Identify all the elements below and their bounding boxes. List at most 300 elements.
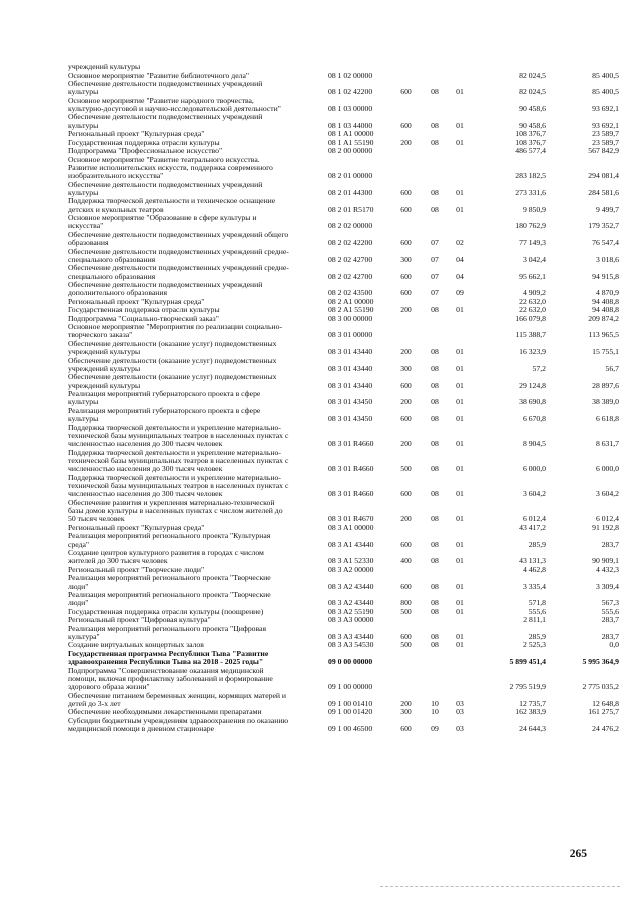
table-row: [0, 281, 639, 298]
table-row: [0, 424, 639, 449]
row-name: [68, 373, 323, 390]
row-name-line: творческого заказа": [68, 330, 133, 340]
row-section: 08: [431, 87, 439, 97]
row-name: [68, 264, 323, 281]
row-amount-2: 0,0: [609, 640, 619, 650]
row-section: 08: [431, 397, 439, 407]
row-name-line: Реализация мероприятий регионального проекта "Творческие: [68, 591, 271, 599]
row-amount-2: 567,3: [601, 598, 619, 608]
row-expense-type: 300: [400, 363, 412, 373]
row-name-line: специального образования: [68, 271, 156, 281]
row-amount-1: 3 335,4: [522, 581, 546, 591]
row-subsection: 01: [456, 464, 464, 474]
row-amount-1: 4 909,2: [522, 288, 546, 298]
row-name: [68, 139, 323, 147]
row-name-line: численностью населения до 300 тысяч человек: [68, 439, 223, 449]
row-code: 08 1 02 00000: [328, 70, 373, 80]
row-section: 08: [431, 204, 439, 214]
row-code: 09 1 00 01420: [328, 707, 373, 717]
row-code: 08 3 A2 43440: [328, 598, 374, 608]
row-name-line: Региональный проект "Культурная среда": [68, 523, 205, 532]
row-name-line: Региональный проект "Культурная среда": [68, 130, 205, 139]
row-amount-2: 94 408,8: [592, 305, 619, 315]
row-name-line: Государственная программа Республики Тыва "Развитие: [68, 649, 269, 658]
row-code: 08 3 01 43440: [328, 363, 373, 373]
row-name-line: Обеспечение деятельности подведомственных учреждений средне-: [68, 264, 289, 273]
row-section: 08: [431, 489, 439, 499]
row-name-line: люди": [68, 598, 89, 608]
row-name-line: Обеспечение деятельности (оказание услуг) подведомственных: [68, 356, 277, 365]
row-code: 08 3 01 43450: [328, 414, 373, 424]
row-name-line: культурно-досуговой и научно-исследовательской деятельности": [68, 103, 281, 113]
table-row: [0, 566, 639, 574]
row-amount-2: 294 081,4: [588, 171, 619, 181]
row-amount-1: 82 024,5: [519, 87, 546, 97]
row-code: 08 3 A2 43440: [328, 581, 374, 591]
row-subsection: 04: [456, 271, 464, 281]
table-row: [0, 532, 639, 549]
row-name: [68, 357, 323, 374]
row-name: [68, 181, 323, 198]
row-subsection: 01: [456, 347, 464, 357]
row-section: 07: [431, 238, 439, 248]
row-name: [68, 625, 323, 642]
row-subsection: 01: [456, 539, 464, 549]
row-name-line: Поддержка творческой деятельности и техническое оснащение: [68, 197, 276, 206]
row-amount-1: 22 632,0: [519, 305, 546, 315]
table-row: [0, 72, 639, 80]
row-amount-1: 285,9: [528, 631, 546, 641]
row-name: [68, 72, 323, 80]
row-amount-1: 285,9: [528, 539, 546, 549]
row-amount-1: 3 042,4: [522, 254, 546, 264]
row-subsection: 01: [456, 640, 464, 650]
row-section: 08: [431, 414, 439, 424]
row-code: 08 3 A2 00000: [328, 564, 374, 574]
row-section: 08: [431, 640, 439, 650]
row-amount-2: 5 995 364,9: [582, 657, 619, 667]
row-code: 08 1 A1 00000: [328, 129, 374, 139]
row-expense-type: 200: [400, 439, 412, 449]
row-name: [68, 532, 323, 549]
row-name: [68, 708, 323, 716]
row-amount-2: 567 842,9: [588, 146, 619, 155]
row-amount-1: 273 331,6: [515, 187, 546, 197]
row-name: [68, 298, 323, 306]
row-code: 08 1 A1 55190: [328, 137, 374, 147]
row-amount-2: 2 775 035,2: [582, 682, 619, 692]
row-code: 08 3 01 00000: [328, 330, 373, 340]
row-amount-1: 6 000,0: [522, 464, 546, 474]
row-section: 08: [431, 380, 439, 390]
row-section: 08: [431, 539, 439, 549]
row-name-line: Основное мероприятие "Образование в сфере культуры и: [68, 214, 257, 222]
row-subsection: 01: [456, 581, 464, 591]
row-name-line: среда": [68, 539, 90, 549]
row-amount-2: 6 618,8: [595, 414, 619, 424]
row-amount-2: 94 408,8: [592, 296, 619, 306]
row-subsection: 03: [456, 707, 464, 717]
row-amount-1: 486 577,4: [515, 146, 546, 155]
table-row: [0, 407, 639, 424]
row-amount-1: 6 012,4: [522, 514, 546, 524]
row-name-line: учреждений культуры: [68, 63, 141, 71]
row-subsection: 01: [456, 598, 464, 608]
row-name-line: учреждений культуры: [68, 363, 141, 373]
row-name-line: Развитие исполнительских искусств, поддержка современного: [68, 162, 273, 172]
row-amount-1: 22 632,0: [519, 296, 546, 306]
row-name-line: культуры: [68, 87, 99, 97]
table-row: [0, 708, 639, 716]
row-amount-1: 115 388,7: [515, 330, 546, 340]
row-expense-type: 500: [400, 464, 412, 474]
row-name-line: помощи, включая профилактику заболеваний и формирование: [68, 673, 273, 683]
row-amount-2: 283,7: [601, 539, 619, 549]
row-name-line: Реализация мероприятий губернаторского проекта в сфере: [68, 406, 261, 415]
row-amount-1: 166 079,8: [515, 313, 546, 323]
row-name-line: Обеспечение деятельности подведомственных учреждений: [68, 79, 263, 88]
row-section: 08: [431, 556, 439, 566]
row-code: 08 3 A2 55190: [328, 606, 374, 616]
row-amount-2: 23 589,7: [592, 129, 619, 139]
row-section: 08: [431, 464, 439, 474]
row-name-line: Государственная поддержка отрасли культуры (поощрение): [68, 607, 264, 616]
row-amount-2: 3 309,4: [595, 581, 619, 591]
row-code: 08 2 02 42700: [328, 271, 373, 281]
row-section: 07: [431, 288, 439, 298]
table-row: [0, 340, 639, 357]
row-name-line: люди": [68, 581, 89, 591]
row-section: 08: [431, 187, 439, 197]
row-name: [68, 667, 323, 692]
row-name-line: Реализация мероприятий регионального проекта "Культурная: [68, 532, 271, 541]
row-name-line: дополнительного образования: [68, 288, 168, 298]
row-name: [68, 130, 323, 138]
row-name-line: численностью населения до 300 тысяч человек: [68, 489, 223, 499]
row-expense-type: 300: [400, 254, 412, 264]
row-code: 09 1 00 01410: [328, 698, 373, 708]
page-number: 265: [569, 848, 587, 860]
row-code: 08 2 01 00000: [328, 171, 373, 181]
row-section: 08: [431, 439, 439, 449]
row-amount-1: 8 904,5: [522, 439, 546, 449]
row-name-line: Создание центров культурного развития в городах с числом: [68, 549, 264, 557]
table-row: [0, 574, 639, 591]
row-amount-2: 9 499,7: [595, 204, 619, 214]
row-amount-1: 180 762,9: [515, 221, 546, 231]
row-code: 08 2 A1 00000: [328, 296, 374, 306]
row-subsection: 01: [456, 363, 464, 373]
table-row: [0, 449, 639, 474]
row-code: 08 3 A1 43440: [328, 539, 374, 549]
row-amount-2: 85 400,5: [592, 70, 619, 80]
table-row: [0, 616, 639, 624]
row-code: 09 0 00 00000: [328, 657, 373, 667]
row-section: 09: [431, 724, 439, 734]
row-name-line: Обеспечение деятельности подведомственных учреждений средне-: [68, 247, 289, 256]
row-subsection: 01: [456, 514, 464, 524]
row-name-line: технической базы муниципальных театров в населенных пунктах с: [68, 455, 289, 465]
row-amount-2: 56,7: [605, 363, 619, 373]
row-amount-1: 108 376,7: [515, 137, 546, 147]
row-name: [68, 608, 323, 616]
row-name-line: культуры: [68, 397, 99, 407]
row-name-line: Обеспечение развития и укрепления материально-технической: [68, 498, 275, 507]
row-code: 08 3 01 43440: [328, 347, 373, 357]
table-row: [0, 357, 639, 374]
row-name: [68, 616, 323, 624]
row-code: 09 1 00 00000: [328, 682, 373, 692]
row-amount-1: 29 124,8: [519, 380, 546, 390]
row-amount-2: 91 192,8: [592, 522, 619, 532]
row-name-line: Государственная поддержка отрасли культуры: [68, 306, 220, 315]
row-name: [68, 197, 323, 214]
table-row: [0, 524, 639, 532]
row-subsection: 09: [456, 288, 464, 298]
footer-rule: [380, 886, 620, 887]
row-amount-2: 6 012,4: [595, 514, 619, 524]
table-row: [0, 80, 639, 97]
table-row: [0, 214, 639, 231]
row-section: 07: [431, 254, 439, 264]
row-amount-2: 3 604,2: [595, 489, 619, 499]
table-row: [0, 248, 639, 265]
table-row: [0, 499, 639, 524]
table-row: [0, 181, 639, 198]
row-name-line: 50 тысяч человек: [68, 514, 125, 524]
row-name-line: Региональный проект "Творческие люди": [68, 565, 205, 574]
row-amount-2: 38 389,0: [592, 397, 619, 407]
row-section: 08: [431, 598, 439, 608]
row-code: 08 2 01 44300: [328, 187, 373, 197]
row-amount-2: 8 631,7: [595, 439, 619, 449]
row-subsection: 01: [456, 380, 464, 390]
row-name: [68, 281, 323, 298]
row-name-line: технической базы муниципальных театров в населенных пунктах с: [68, 430, 289, 440]
row-code: 09 1 00 46500: [328, 724, 373, 734]
row-name-line: Субсидии бюджетным учреждениям здравоохранения по оказанию: [68, 716, 289, 725]
table-row: [0, 474, 639, 499]
row-name-line: Реализация мероприятий губернаторского проекта в сфере: [68, 390, 261, 399]
row-name-line: искусства": [68, 221, 104, 231]
row-name: [68, 63, 323, 71]
row-name: [68, 692, 323, 709]
row-expense-type: 300: [400, 707, 412, 717]
table-row: [0, 315, 639, 323]
row-expense-type: 200: [400, 347, 412, 357]
row-expense-type: 200: [400, 698, 412, 708]
row-expense-type: 600: [400, 631, 412, 641]
row-name-line: Обеспечение деятельности (оказание услуг) подведомственных: [68, 339, 277, 348]
row-code: 08 2 02 43500: [328, 288, 373, 298]
row-expense-type: 600: [400, 204, 412, 214]
row-name-line: Поддержка творческой деятельности и укрепление материально-: [68, 473, 281, 482]
row-section: 08: [431, 581, 439, 591]
row-expense-type: 500: [400, 640, 412, 650]
row-expense-type: 600: [400, 271, 412, 281]
row-section: 08: [431, 120, 439, 130]
row-subsection: 01: [456, 397, 464, 407]
row-code: 08 3 A3 00000: [328, 615, 374, 625]
row-subsection: 01: [456, 120, 464, 130]
row-amount-1: 2 525,3: [522, 640, 546, 650]
row-name-line: Региональный проект "Цифровая культура": [68, 616, 211, 625]
row-code: 08 3 01 43440: [328, 380, 373, 390]
row-amount-1: 43 417,2: [519, 522, 546, 532]
row-amount-2: 93 692,1: [592, 120, 619, 130]
row-name-line: детских и кукольных театров: [68, 204, 164, 214]
row-name-line: Создание виртуальных концертных залов: [68, 641, 204, 650]
row-amount-1: 162 383,9: [515, 707, 546, 717]
row-amount-1: 90 458,6: [519, 103, 546, 113]
row-name: [68, 214, 323, 231]
table-row: [0, 231, 639, 248]
row-name-line: Основное мероприятие "Развитие народного творчества,: [68, 96, 254, 105]
row-code: 08 3 A1 00000: [328, 522, 374, 532]
row-subsection: 01: [456, 137, 464, 147]
row-section: 08: [431, 305, 439, 315]
row-amount-2: 283,7: [601, 615, 619, 625]
row-name-line: Обеспечение деятельности подведомственных учреждений: [68, 180, 263, 189]
row-subsection: 01: [456, 489, 464, 499]
row-section: 07: [431, 271, 439, 281]
row-amount-1: 82 024,5: [519, 70, 546, 80]
row-amount-2: 76 547,4: [592, 238, 619, 248]
row-subsection: 01: [456, 87, 464, 97]
row-amount-2: 15 755,1: [592, 347, 619, 357]
row-amount-1: 24 644,3: [519, 724, 546, 734]
row-amount-1: 38 690,8: [519, 397, 546, 407]
row-code: 08 2 00 00000: [328, 146, 373, 155]
row-name-line: Реализация мероприятий регионального проекта "Творческие: [68, 574, 271, 583]
row-code: 08 2 02 42700: [328, 254, 373, 264]
row-code: 08 2 02 00000: [328, 221, 373, 231]
row-section: 08: [431, 606, 439, 616]
row-expense-type: 200: [400, 137, 412, 147]
row-subsection: 01: [456, 305, 464, 315]
row-code: 08 2 01 R5170: [328, 204, 374, 214]
row-name: [68, 306, 323, 314]
row-name: [68, 97, 323, 114]
row-expense-type: 600: [400, 380, 412, 390]
row-name-line: Обеспечение деятельности подведомственных учреждений общего: [68, 230, 289, 239]
row-name-line: Обеспечение деятельности подведомственных учреждений: [68, 281, 263, 289]
row-name-line: специального образования: [68, 254, 156, 264]
row-amount-1: 6 670,8: [522, 414, 546, 424]
row-name: [68, 407, 323, 424]
row-code: 08 3 A3 54530: [328, 640, 374, 650]
row-name-line: образования: [68, 238, 109, 248]
row-name-line: жителей до 300 тысяч человек: [68, 556, 168, 566]
row-name: [68, 717, 323, 734]
row-expense-type: 600: [400, 539, 412, 549]
row-amount-2: 24 476,2: [592, 724, 619, 734]
table-row: [0, 591, 639, 608]
row-amount-1: 95 662,1: [519, 271, 546, 281]
row-name: [68, 156, 323, 181]
row-section: 08: [431, 347, 439, 357]
row-name-line: Подпрограмма "Совершенствование оказания медицинской: [68, 666, 264, 675]
row-amount-2: 6 000,0: [595, 464, 619, 474]
row-amount-1: 571,8: [528, 598, 546, 608]
row-amount-2: 179 352,7: [588, 221, 619, 231]
table-row: [0, 625, 639, 642]
row-amount-1: 90 458,6: [519, 120, 546, 130]
row-amount-2: 4 432,3: [595, 564, 619, 574]
table-row: [0, 549, 639, 566]
row-name: [68, 641, 323, 649]
row-code: 08 3 A3 43440: [328, 631, 374, 641]
row-name-line: детей до 3-х лет: [68, 698, 121, 708]
row-name-line: Обеспечение питанием беременных женщин, кормящих матерей и: [68, 691, 287, 700]
row-amount-1: 4 462,8: [522, 564, 546, 574]
row-subsection: 01: [456, 606, 464, 616]
row-amount-2: 90 909,1: [592, 556, 619, 566]
row-name-line: здравоохранения Республики Тыва на 2018 - 2025 годы": [68, 657, 264, 667]
row-amount-1: 555,6: [528, 606, 546, 616]
row-name-line: численностью населения до 300 тысяч человек: [68, 464, 223, 474]
row-amount-2: 93 692,1: [592, 103, 619, 113]
row-expense-type: 600: [400, 87, 412, 97]
row-amount-2: 3 018,6: [595, 254, 619, 264]
row-name-line: Основное мероприятие "Мероприятия по реализации социально-: [68, 323, 283, 332]
row-name: [68, 449, 323, 474]
row-name-line: медицинской помощи в дневном стационаре: [68, 724, 215, 734]
row-name-line: Реализация мероприятий регионального проекта "Цифровая: [68, 624, 266, 633]
row-subsection: 04: [456, 254, 464, 264]
table-row: [0, 323, 639, 340]
row-name: [68, 524, 323, 532]
row-amount-1: 108 376,7: [515, 129, 546, 139]
row-name-line: изобразительного искусства": [68, 171, 164, 181]
row-name: [68, 390, 323, 407]
row-expense-type: 800: [400, 598, 412, 608]
row-amount-2: 283,7: [601, 631, 619, 641]
row-amount-2: 555,6: [601, 606, 619, 616]
table-row: [0, 650, 639, 667]
row-code: 08 1 03 00000: [328, 103, 373, 113]
row-name-line: учреждений культуры: [68, 347, 141, 357]
row-expense-type: 600: [400, 581, 412, 591]
row-name: [68, 566, 323, 574]
row-subsection: 03: [456, 724, 464, 734]
row-name: [68, 248, 323, 265]
row-code: 08 3 01 R4670: [328, 514, 374, 524]
row-subsection: 01: [456, 414, 464, 424]
row-name: [68, 113, 323, 130]
row-name: [68, 474, 323, 499]
row-name: [68, 80, 323, 97]
row-expense-type: 600: [400, 120, 412, 130]
row-expense-type: 200: [400, 397, 412, 407]
row-amount-2: 209 874,2: [588, 313, 619, 323]
row-name: [68, 340, 323, 357]
row-expense-type: 600: [400, 489, 412, 499]
row-name: [68, 424, 323, 449]
row-name-line: Обеспечение деятельности (оказание услуг) подведомственных: [68, 373, 277, 382]
row-expense-type: 400: [400, 556, 412, 566]
row-subsection: 03: [456, 698, 464, 708]
row-code: 08 2 A1 55190: [328, 305, 374, 315]
row-expense-type: 600: [400, 187, 412, 197]
row-expense-type: 200: [400, 305, 412, 315]
row-amount-1: 9 850,9: [522, 204, 546, 214]
row-name: [68, 231, 323, 248]
row-amount-1: 12 735,7: [519, 698, 546, 708]
row-name-line: культуры: [68, 120, 99, 130]
row-code: 08 3 01 43450: [328, 397, 373, 407]
row-code: 08 3 A1 52330: [328, 556, 374, 566]
